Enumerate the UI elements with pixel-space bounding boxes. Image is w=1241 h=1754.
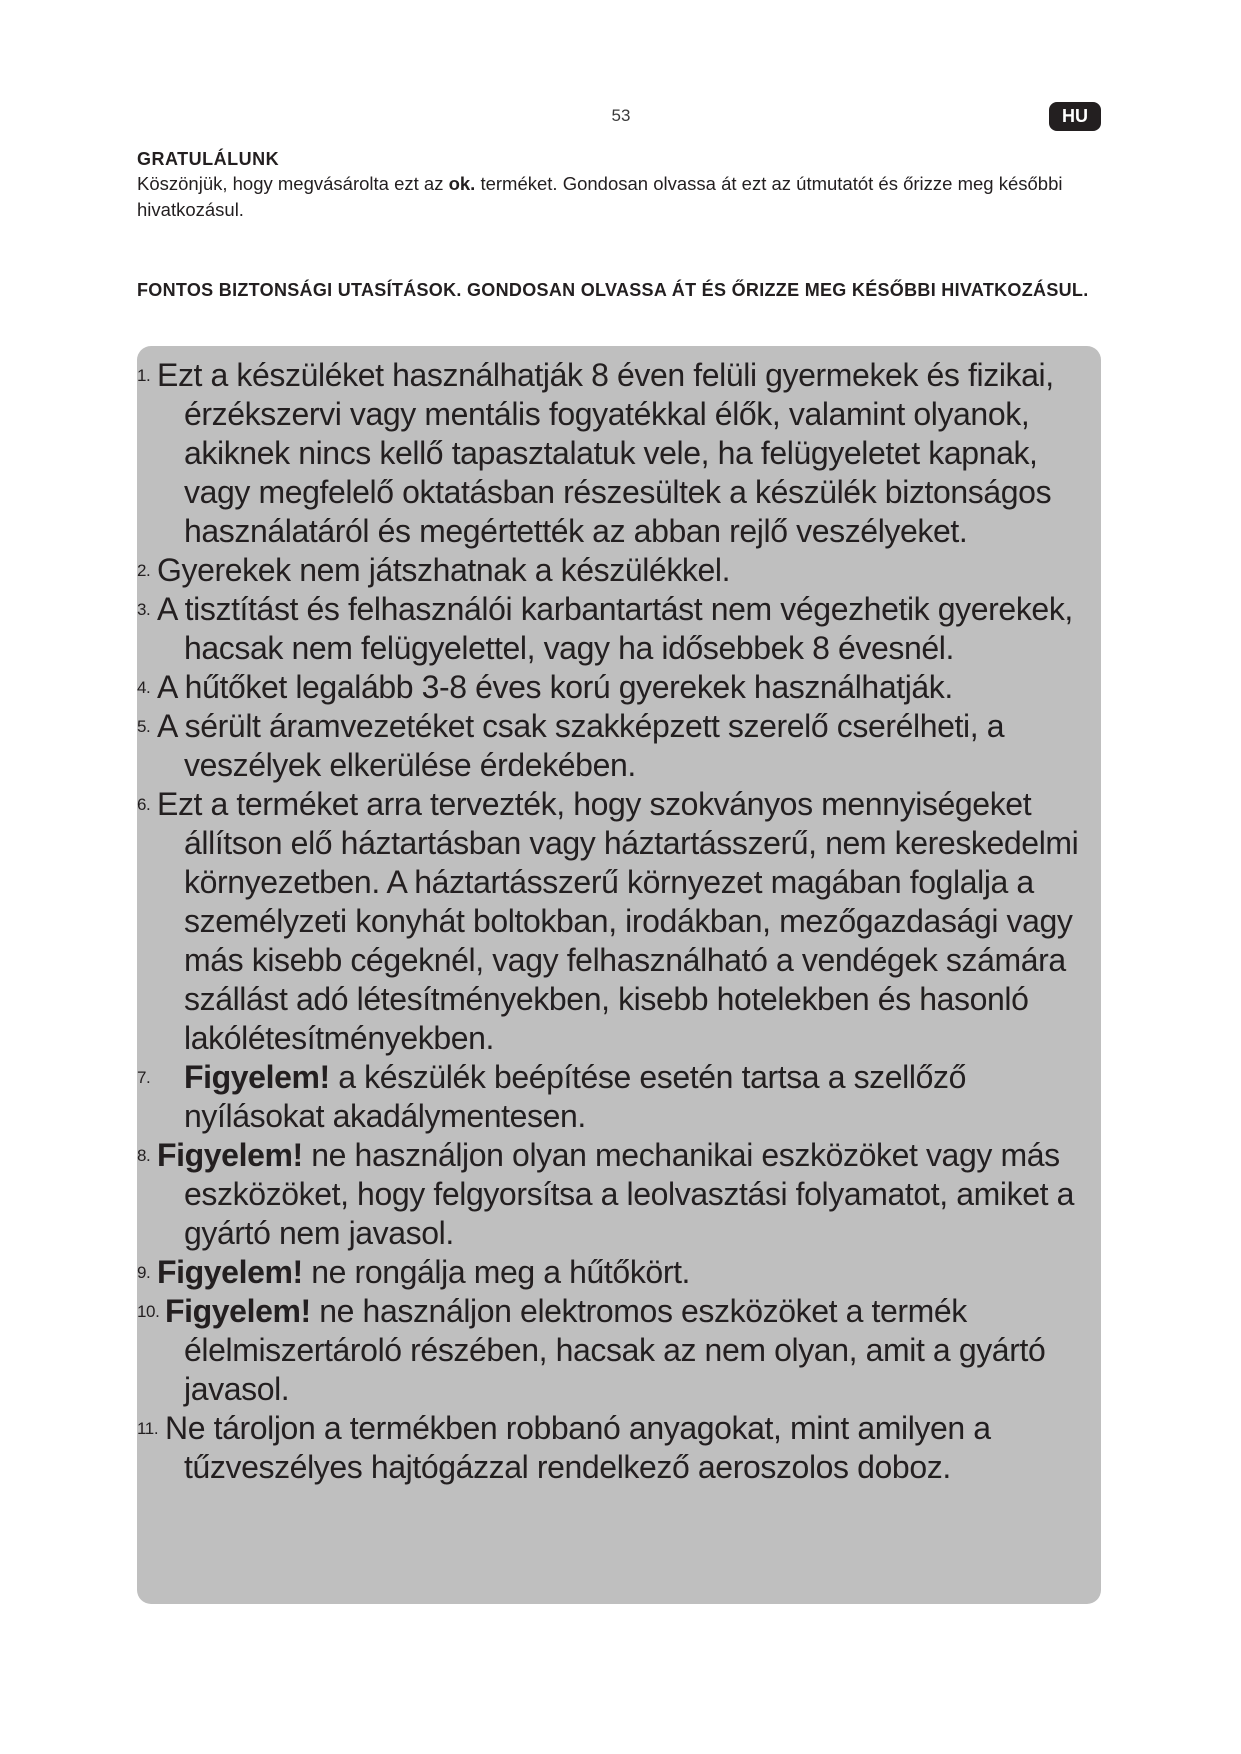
warning-label: Figyelem! <box>157 1254 303 1290</box>
safety-item-text <box>157 785 1101 1058</box>
safety-item <box>137 1136 1101 1253</box>
safety-item-number: 4. <box>137 678 151 697</box>
safety-item-number: 6. <box>137 795 151 814</box>
safety-item-text <box>165 1292 1101 1409</box>
safety-item-number: 10. <box>137 1302 160 1321</box>
safety-item <box>137 1253 1101 1292</box>
safety-item-number: 11. <box>137 1419 159 1438</box>
safety-item <box>137 668 1101 707</box>
safety-item-number: 1. <box>137 366 151 385</box>
safety-item <box>137 1058 1101 1136</box>
safety-item-body: ne használjon elektromos eszközöket a termék élelmiszertároló részében, hacsak az nem olyan, amit a gyártó javasol. <box>184 1293 1046 1407</box>
safety-item-text <box>157 590 1101 668</box>
safety-item-text <box>157 707 1101 785</box>
safety-item-body: A tisztítást és felhasználói karbantartást nem végezhetik gyerekek, hacsak nem felügyelettel, vagy ha idősebbek 8 évesnél. <box>157 591 1073 666</box>
safety-item-text <box>165 1409 1101 1487</box>
safety-item-number: 2. <box>137 561 151 580</box>
warning-label: Figyelem! <box>165 1293 311 1329</box>
safety-item-body: Gyerekek nem játszhatnak a készülékkel. <box>157 552 731 588</box>
safety-item-text <box>157 668 1101 707</box>
safety-item-number: 3. <box>137 600 151 619</box>
safety-item-text <box>157 356 1101 551</box>
safety-item <box>137 551 1101 590</box>
page-number: 53 <box>611 106 631 125</box>
safety-item-body: A sérült áramvezetéket csak szakképzett szerelő cserélheti, a veszélyek elkerülése érdekében. <box>157 708 1005 783</box>
congratulations-text <box>137 171 1097 223</box>
safety-item-number: 7. <box>137 1068 151 1087</box>
safety-item-number: 8. <box>137 1146 151 1165</box>
safety-item-body: ne használjon olyan mechanikai eszközöket vagy más eszközöket, hogy felgyorsítsa a leolvasztási folyamatot, amiket a gyártó nem javasol. <box>184 1137 1074 1251</box>
warning-label: Figyelem! <box>184 1059 330 1095</box>
safety-item <box>137 1292 1101 1409</box>
safety-item-text <box>184 1058 1101 1136</box>
safety-item-text <box>157 1136 1101 1253</box>
warning-label: Figyelem! <box>157 1137 303 1173</box>
congratulations-section <box>137 147 1097 223</box>
safety-item <box>137 1409 1101 1487</box>
safety-item-body: Ne tároljon a termékben robbanó anyagokat, mint amilyen a tűzveszélyes hajtógázzal rendelkező aeroszolos doboz. <box>165 1410 991 1485</box>
safety-item <box>137 785 1101 1058</box>
brand-name: ok. <box>448 173 476 194</box>
safety-heading: FONTOS BIZTONSÁGI UTASÍTÁSOK. GONDOSAN OLVASSA ÁT ÉS ŐRIZZE MEG KÉSŐBBI HIVATKOZÁSUL. <box>137 280 1089 300</box>
safety-item-number: 5. <box>137 717 151 736</box>
safety-item-body: a készülék beépítése esetén tartsa a szellőző nyílásokat akadálymentesen. <box>184 1059 966 1134</box>
safety-item-body: A hűtőket legalább 3-8 éves korú gyerekek használhatják. <box>157 669 953 705</box>
safety-item-body: Ezt a készüléket használhatják 8 éven felüli gyermekek és fizikai, érzékszervi vagy mentális fogyatékkal élők, valamint olyanok, akiknek nincs kellő tapasztalatuk vele, ha felügyeletet kapnak, vagy megfelelő oktatásban részesültek a készülék biztonságos használatáról és megértették az abban rejlő veszélyeket. <box>157 357 1054 549</box>
safety-item-body: Ezt a terméket arra tervezték, hogy szokványos mennyiségeket állítson elő háztartásban vagy háztartásszerű, nem kereskedelmi környezetben. A háztartásszerű környezet magában foglalja a személyzeti konyhát boltokban, irodákban, mezőgazdasági vagy más kisebb cégeknél, vagy felhasználható a vendégek számára szállást adó létesítményekben, kisebb hotelekben és hasonló lakólétesítményekben. <box>157 786 1079 1056</box>
congratulations-text-start: Köszönjük, hogy megvásárolta ezt az <box>137 173 449 194</box>
safety-item-number: 9. <box>137 1263 151 1282</box>
safety-item-text <box>157 1253 1101 1292</box>
congratulations-text-end: terméket. Gondosan olvassa át ezt az útmutatót és őrizze meg későbbi hivatkozásul. <box>137 173 1063 220</box>
safety-item <box>137 356 1101 551</box>
language-badge: HU <box>1049 102 1101 131</box>
safety-instructions-box <box>137 346 1101 1604</box>
safety-item-body: ne rongálja meg a hűtőkört. <box>302 1254 691 1290</box>
safety-instructions-list <box>137 356 1101 1487</box>
safety-item <box>137 590 1101 668</box>
congratulations-title: GRATULÁLUNK <box>137 149 280 169</box>
safety-item <box>137 707 1101 785</box>
safety-item-text <box>157 551 1101 590</box>
